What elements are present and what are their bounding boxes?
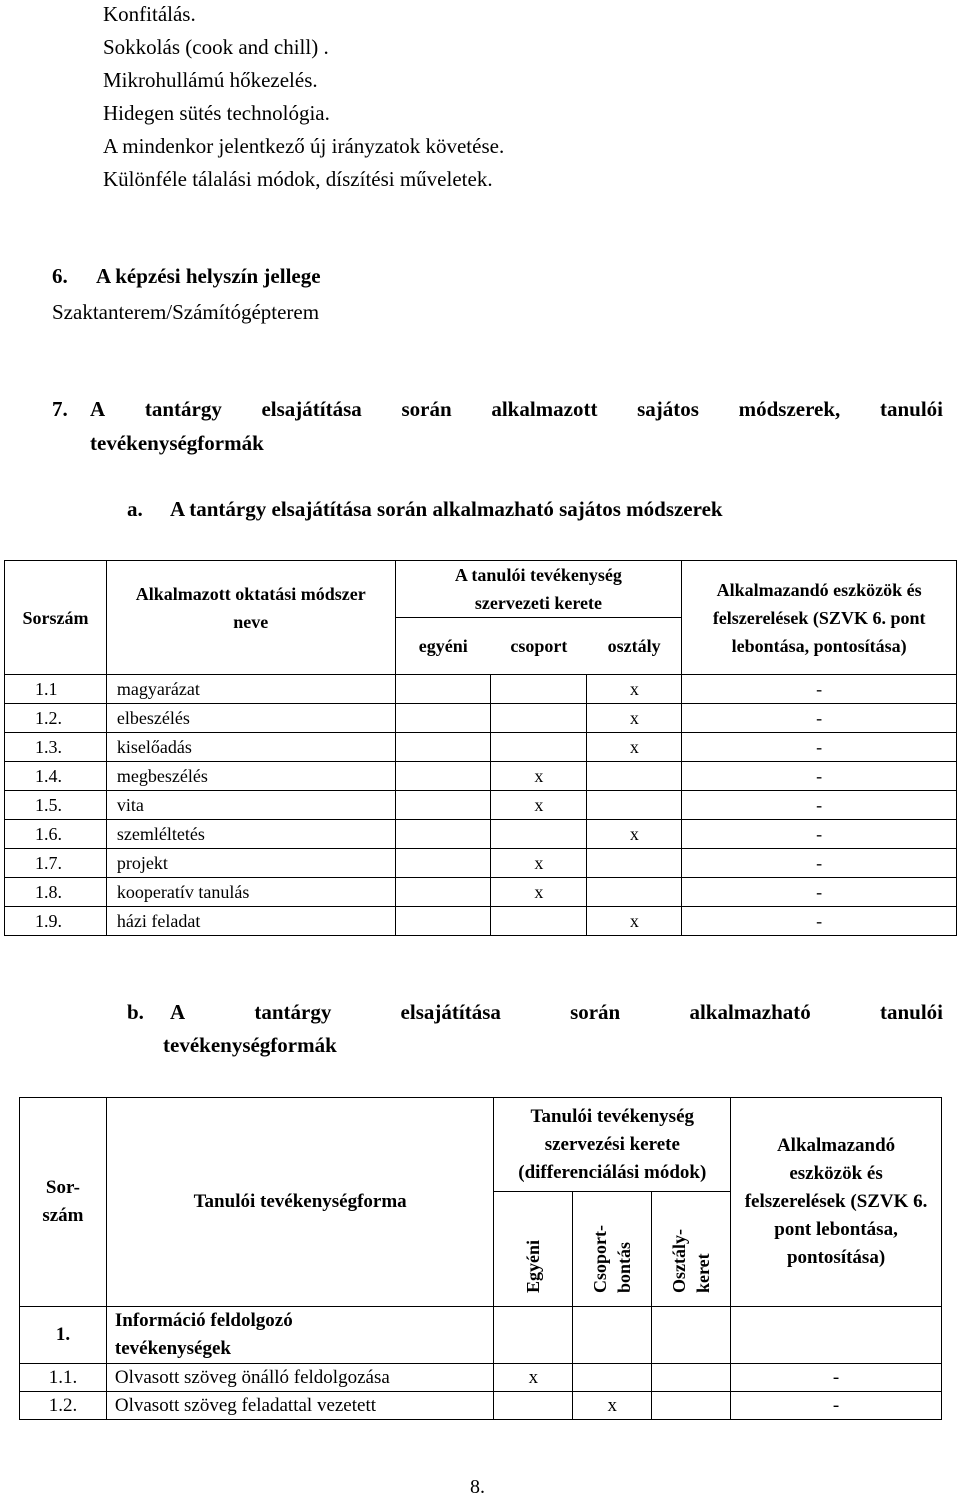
row-number: 1.9. (5, 907, 107, 936)
cell-tools: - (731, 1364, 942, 1392)
intro-list (103, 0, 504, 196)
table-row (5, 762, 957, 791)
title-word: A (90, 397, 106, 421)
header-method-name: Alkalmazott oktatási módszer neve (106, 561, 395, 675)
method-name: kooperatív tanulás (106, 878, 395, 907)
title-word: A (170, 1000, 186, 1024)
row-number: 1.1 (5, 675, 107, 704)
cell-egyeni (395, 733, 491, 762)
cell-osztaly (652, 1392, 731, 1420)
section-6-title: A képzési helyszín jellege (96, 264, 321, 288)
list-item: Különféle tálalási módok, díszítési műveletek. (103, 167, 493, 191)
cell-osztaly (587, 849, 682, 878)
title-word: során (570, 1000, 621, 1024)
method-name: házi feladat (106, 907, 395, 936)
cell-osztaly: x (587, 733, 682, 762)
cell-csoport (491, 704, 587, 733)
cell-tools: - (682, 791, 957, 820)
cell-egyeni (395, 762, 491, 791)
table-row (5, 820, 957, 849)
title-word: tantárgy (144, 397, 222, 421)
header-activity-form: Tanulói tevékenységforma (106, 1098, 494, 1307)
method-name: megbeszélés (106, 762, 395, 791)
group-name: Információ feldolgozó tevékenységek (106, 1307, 494, 1364)
title-word: során (401, 397, 452, 421)
title-word: alkalmazható (689, 1000, 811, 1024)
list-item: Mikrohullámú hőkezelés. (103, 68, 318, 92)
section-7a-title: A tantárgy elsajátítása során alkalmazható sajátos módszerek (170, 497, 723, 521)
cell-osztaly (587, 791, 682, 820)
cell-osztaly (652, 1364, 731, 1392)
row-number: 1.3. (5, 733, 107, 762)
section-7a-number: a. (127, 497, 143, 521)
row-number: 1.4. (5, 762, 107, 791)
header-tools: Alkalmazandó eszközök és felszerelések (SZVK 6. pont lebontása, pontosítása) (682, 561, 957, 675)
cell-osztaly (652, 1307, 731, 1364)
list-item: Hidegen sütés technológia. (103, 101, 330, 125)
cell-osztaly: x (587, 675, 682, 704)
title-word: tanulói (879, 1000, 943, 1024)
table-row (5, 704, 957, 733)
header-tools: Alkalmazandó eszközök és felszerelések (SZVK 6. pont lebontása, pontosítása) (731, 1098, 942, 1307)
title-word: módszerek, (738, 397, 841, 421)
title-word: sajátos (637, 397, 699, 421)
cell-csoport: x (491, 762, 587, 791)
section-6-body: Szaktanterem/Számítógépterem (52, 300, 320, 324)
section-7b-number: b. (127, 1000, 144, 1024)
cell-egyeni (395, 878, 491, 907)
row-number: 1.1. (20, 1364, 107, 1392)
cell-tools: - (682, 762, 957, 791)
cell-osztaly (587, 762, 682, 791)
title-word: elsajátítása (400, 1000, 501, 1024)
cell-csoport: x (573, 1392, 652, 1420)
table-row (5, 791, 957, 820)
cell-tools: - (682, 849, 957, 878)
cell-tools: - (682, 675, 957, 704)
method-name: kiselőadás (106, 733, 395, 762)
group-number: 1. (20, 1307, 107, 1364)
section-6-number: 6. (52, 264, 68, 288)
table-row (20, 1364, 942, 1392)
cell-tools: - (682, 704, 957, 733)
cell-csoport: x (491, 849, 587, 878)
header-sorszam: Sorszám (5, 561, 107, 675)
activities-table (19, 1097, 942, 1420)
table-row (5, 675, 957, 704)
title-word: tantárgy (254, 1000, 332, 1024)
cell-egyeni (395, 820, 491, 849)
activity-name: Olvasott szöveg feladattal vezetett (106, 1392, 494, 1420)
section-7b-title (170, 1000, 943, 1025)
header-egyeni: egyéni (418, 636, 468, 656)
cell-egyeni (494, 1307, 573, 1364)
header-csoport: csoport (510, 636, 568, 656)
section-7-title (90, 397, 943, 422)
header-sorszam: Sor- szám (20, 1098, 107, 1307)
table-row (5, 878, 957, 907)
cell-egyeni (494, 1392, 573, 1420)
method-name: magyarázat (106, 675, 395, 704)
cell-tools: - (682, 733, 957, 762)
table-row (5, 849, 957, 878)
cell-csoport (491, 820, 587, 849)
row-number: 1.8. (5, 878, 107, 907)
header-org-frame: Tanulói tevékenység szervezési kerete (differenciálási módok) (494, 1098, 731, 1192)
header-osztaly: Osztály- keret (652, 1192, 731, 1307)
cell-csoport (573, 1364, 652, 1392)
cell-osztaly: x (587, 704, 682, 733)
cell-csoport: x (491, 791, 587, 820)
cell-csoport (491, 733, 587, 762)
header-egyeni: Egyéni (494, 1192, 573, 1307)
method-name: projekt (106, 849, 395, 878)
list-item: Sokkolás (cook and chill) . (103, 35, 329, 59)
cell-tools (731, 1307, 942, 1364)
title-word: tanulói (879, 397, 943, 421)
section-7b-title-cont: tevékenységformák (163, 1033, 337, 1057)
row-number: 1.2. (5, 704, 107, 733)
section-7-title-cont: tevékenységformák (90, 431, 264, 455)
table-row (5, 907, 957, 936)
cell-egyeni: x (494, 1364, 573, 1392)
cell-tools: - (682, 820, 957, 849)
list-item: A mindenkor jelentkező új irányzatok követése. (103, 134, 505, 158)
cell-csoport: x (491, 878, 587, 907)
title-word: elsajátítása (261, 397, 362, 421)
cell-osztaly: x (587, 820, 682, 849)
page-number: 8. (470, 1476, 485, 1498)
title-word: alkalmazott (491, 397, 598, 421)
row-number: 1.6. (5, 820, 107, 849)
header-osztaly: osztály (607, 636, 661, 656)
cell-osztaly (587, 878, 682, 907)
cell-egyeni (395, 675, 491, 704)
method-name: vita (106, 791, 395, 820)
cell-csoport (491, 675, 587, 704)
cell-egyeni (395, 849, 491, 878)
cell-tools: - (682, 907, 957, 936)
methods-table (4, 560, 957, 936)
cell-tools: - (682, 878, 957, 907)
cell-csoport (491, 907, 587, 936)
row-number: 1.7. (5, 849, 107, 878)
header-csoport: Csoport- bontás (573, 1192, 652, 1307)
row-number: 1.5. (5, 791, 107, 820)
section-7-number: 7. (52, 397, 68, 421)
cell-csoport (573, 1307, 652, 1364)
cell-egyeni (395, 704, 491, 733)
list-item: Konfitálás. (103, 2, 196, 26)
cell-tools: - (731, 1392, 942, 1420)
row-number: 1.2. (20, 1392, 107, 1420)
method-name: szemléltetés (106, 820, 395, 849)
cell-egyeni (395, 791, 491, 820)
table-row (5, 733, 957, 762)
cell-egyeni (395, 907, 491, 936)
group-row (20, 1307, 942, 1364)
table-row (20, 1392, 942, 1420)
header-org-frame: A tanulói tevékenység szervezeti kerete (395, 561, 682, 618)
cell-osztaly: x (587, 907, 682, 936)
method-name: elbeszélés (106, 704, 395, 733)
activity-name: Olvasott szöveg önálló feldolgozása (106, 1364, 494, 1392)
